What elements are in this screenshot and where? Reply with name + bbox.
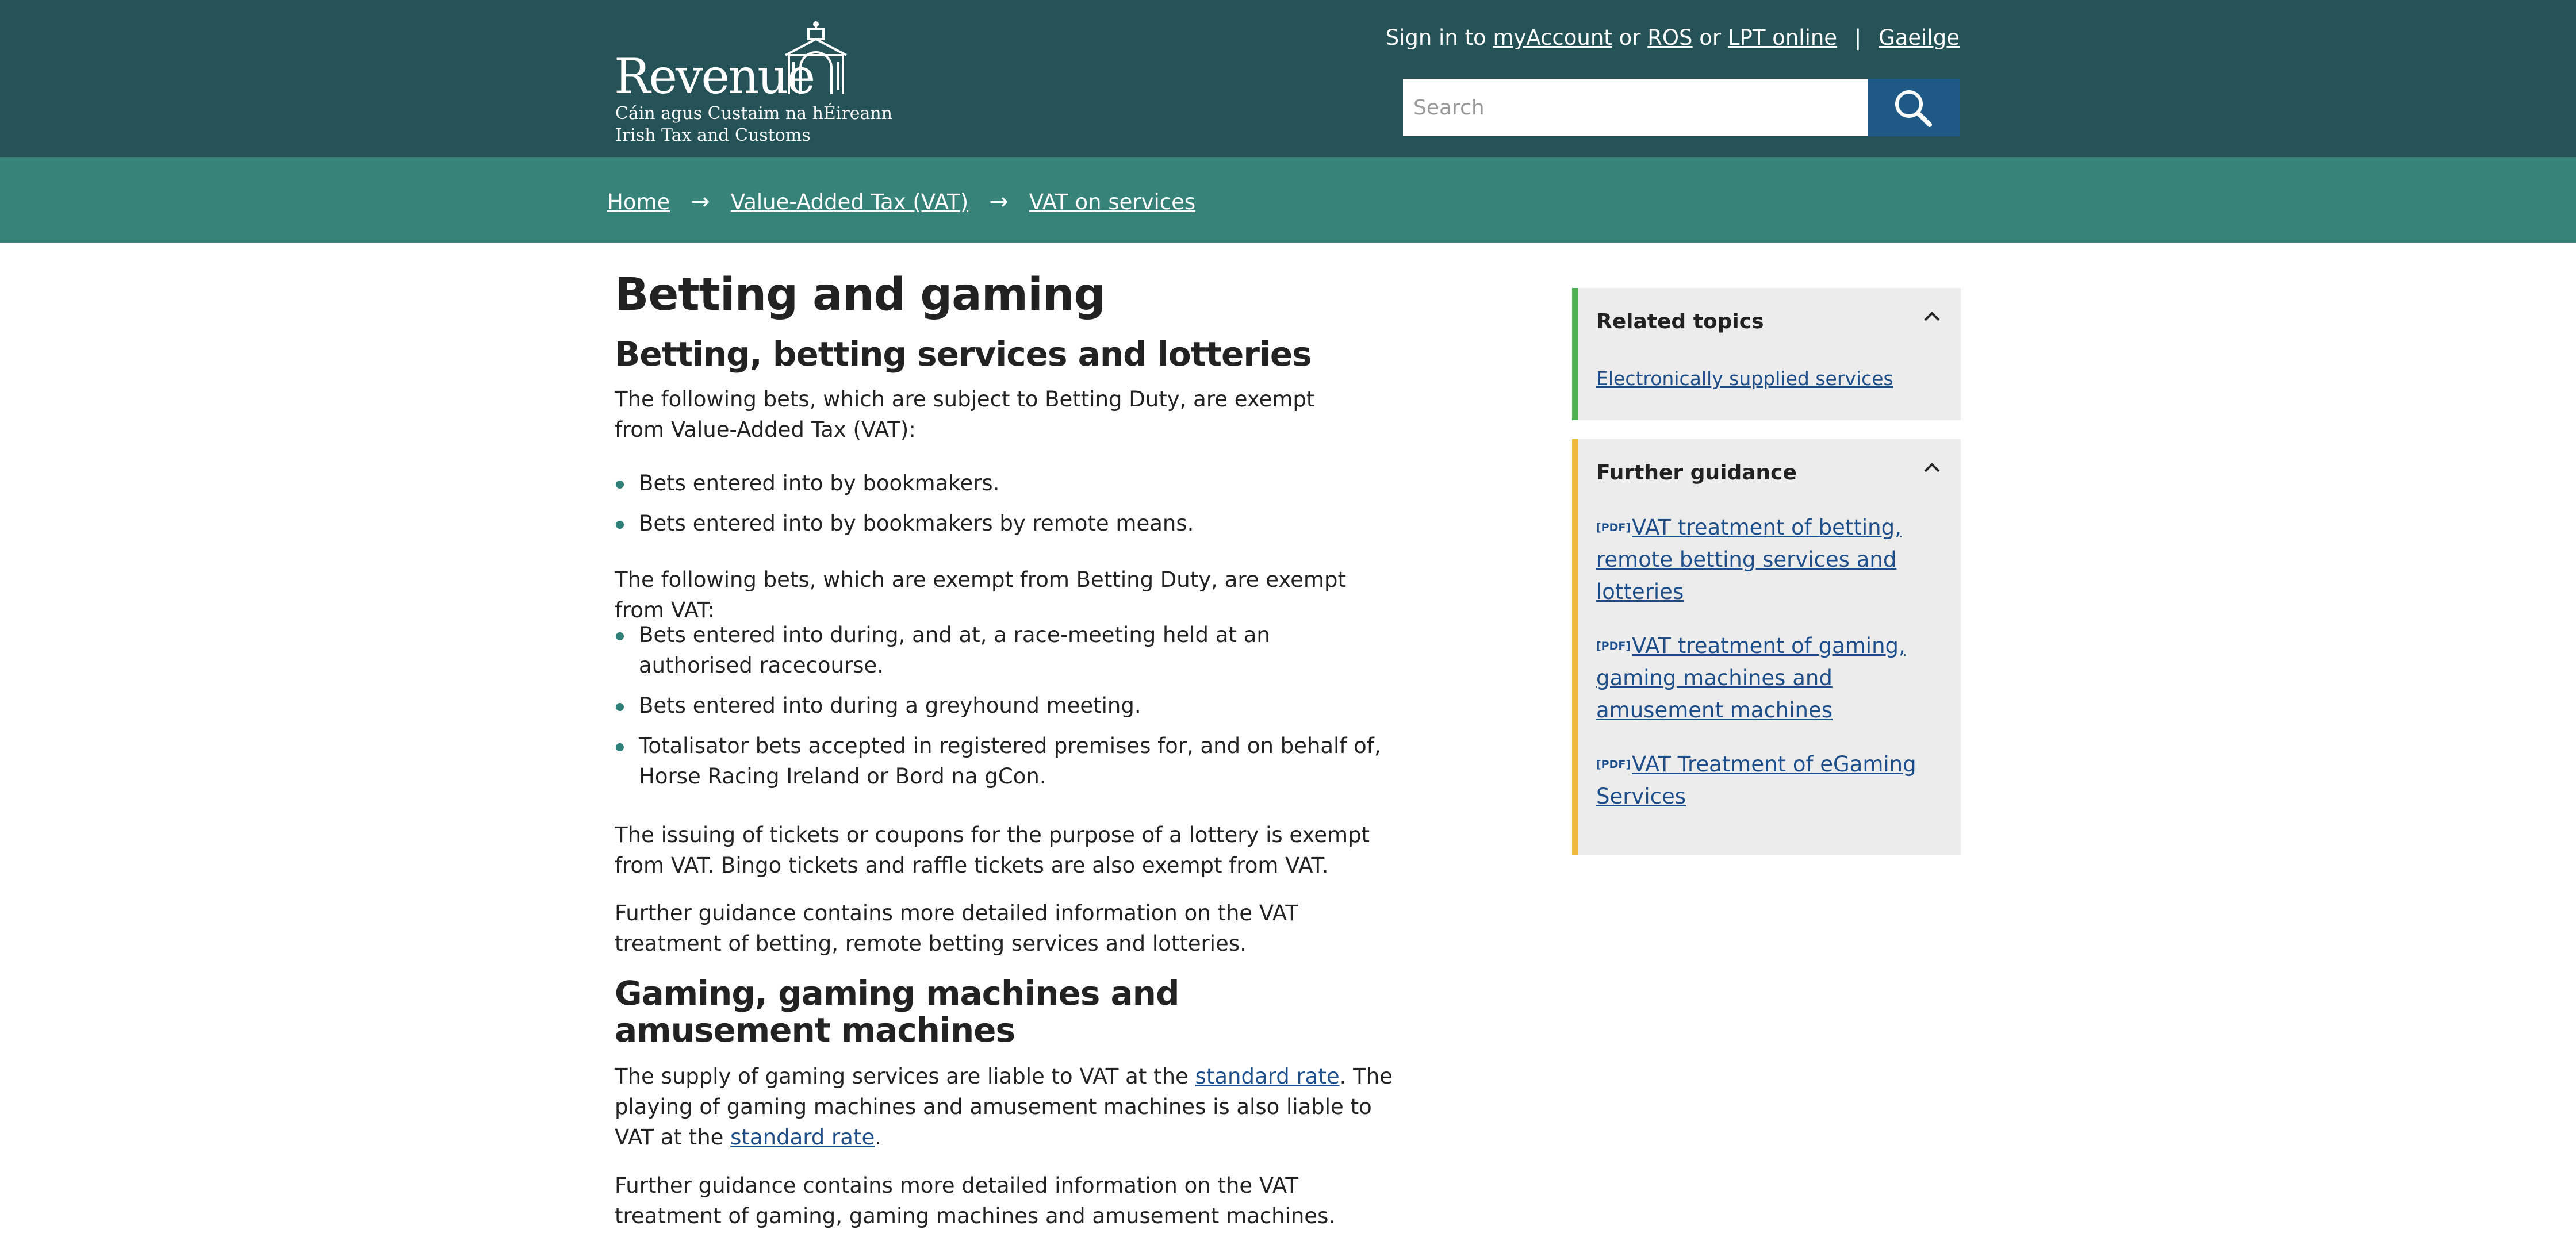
list-item: Bets entered into by bookmakers by remote means. xyxy=(615,508,1385,539)
betting-exempt-intro: The following bets, which are exempt from Betting Duty, are exempt from VAT: xyxy=(615,567,1346,623)
pdf-badge: [PDF] xyxy=(1596,521,1631,534)
search-icon xyxy=(1893,88,1934,127)
chevron-up-icon[interactable] xyxy=(1920,305,1943,328)
lpt-online-link[interactable]: LPT online xyxy=(1727,25,1838,50)
electronically-supplied-services-link[interactable]: Electronically supplied services xyxy=(1596,367,1893,390)
gaming-text-c: . xyxy=(875,1125,881,1150)
arrow-right-icon: → xyxy=(989,189,1009,215)
pdf-link-betting[interactable] xyxy=(1596,512,1953,608)
chevron-up-icon[interactable] xyxy=(1920,456,1943,479)
section-heading-betting: Betting, betting services and lotteries xyxy=(615,335,1312,374)
pdf-badge: [PDF] xyxy=(1596,758,1631,771)
myaccount-link[interactable]: myAccount xyxy=(1493,25,1612,50)
logo-english-subtitle: Irish Tax and Customs xyxy=(615,125,811,145)
or-text: or xyxy=(1699,25,1722,50)
lottery-paragraph: The issuing of tickets or coupons for the purpose of a lottery is exempt from VAT. Bingo tickets and raffle tickets are also exempt from VAT. xyxy=(615,823,1370,878)
pdf-gaming-link[interactable]: VAT treatment of gaming, gaming machines and amusement machines xyxy=(1596,633,1906,723)
breadcrumb-vat-on-services[interactable]: VAT on services xyxy=(1029,189,1196,214)
ros-link[interactable]: ROS xyxy=(1647,25,1693,50)
breadcrumb-bar xyxy=(0,157,2576,243)
gaming-further-guidance-text: Further guidance contains more detailed information on the VAT treatment of gaming, gaming machines and amusement machines. xyxy=(615,1173,1336,1228)
further-guidance-panel xyxy=(1572,439,1961,855)
related-topics-title[interactable]: Related topics xyxy=(1596,310,1764,333)
logo-wordmark: Revenue xyxy=(614,48,814,105)
divider: | xyxy=(1854,25,1862,50)
custom-house-icon xyxy=(777,21,854,95)
list-item: Bets entered into during a greyhound meeting. xyxy=(615,690,1385,721)
related-topics-panel xyxy=(1572,288,1961,420)
gaeilge-link[interactable]: Gaeilge xyxy=(1879,25,1960,50)
sign-in-bar xyxy=(1386,25,1960,50)
list-item: Totalisator bets accepted in registered premises for, and on behalf of, Horse Racing Ireland or Bord na gCon. xyxy=(615,731,1385,792)
standard-rate-link[interactable]: standard rate xyxy=(1195,1064,1340,1089)
standard-rate-link[interactable]: standard rate xyxy=(730,1125,875,1150)
betting-exempt-list xyxy=(615,620,1385,801)
or-text: or xyxy=(1619,25,1641,50)
pdf-betting-link[interactable]: VAT treatment of betting, remote betting services and lotteries xyxy=(1596,515,1902,604)
sign-in-prefix: Sign in to xyxy=(1385,25,1486,50)
pdf-link-egaming[interactable] xyxy=(1596,748,1976,813)
search-input[interactable] xyxy=(1403,79,1868,136)
list-item: Bets entered into during, and at, a race-meeting held at an authorised racecourse. xyxy=(615,620,1385,681)
breadcrumb-home[interactable]: Home xyxy=(607,189,670,214)
page-title: Betting and gaming xyxy=(615,269,1106,321)
search-button[interactable] xyxy=(1868,79,1960,136)
pdf-egaming-link[interactable]: VAT Treatment of eGaming Services xyxy=(1596,752,1916,809)
logo-irish-subtitle: Cáin agus Custaim na hÉireann xyxy=(615,103,893,124)
further-guidance-title[interactable]: Further guidance xyxy=(1596,461,1797,485)
section-heading-gaming: Gaming, gaming machines and amusement machines xyxy=(615,974,1179,1050)
gaming-text-a: The supply of gaming services are liable to VAT at the xyxy=(615,1064,1195,1089)
betting-duty-list xyxy=(615,468,1385,548)
gaming-text-b: . The playing of gaming machines and amusement machines is also liable to VAT at the xyxy=(615,1064,1393,1150)
breadcrumb-vat[interactable]: Value-Added Tax (VAT) xyxy=(730,189,969,214)
gaming-paragraph xyxy=(615,1061,1397,1152)
pdf-badge: [PDF] xyxy=(1596,640,1631,652)
betting-intro: The following bets, which are subject to Betting Duty, are exempt from Value-Added Tax (VAT): xyxy=(615,387,1315,442)
betting-further-guidance-text: Further guidance contains more detailed information on the VAT treatment of betting, remote betting services and lotteries. xyxy=(615,901,1298,956)
arrow-right-icon: → xyxy=(691,189,710,215)
breadcrumb xyxy=(607,189,1195,215)
site-header xyxy=(0,0,2576,157)
revenue-logo[interactable] xyxy=(614,21,893,145)
list-item: Bets entered into by bookmakers. xyxy=(615,468,1385,498)
pdf-link-gaming[interactable] xyxy=(1596,630,1953,727)
